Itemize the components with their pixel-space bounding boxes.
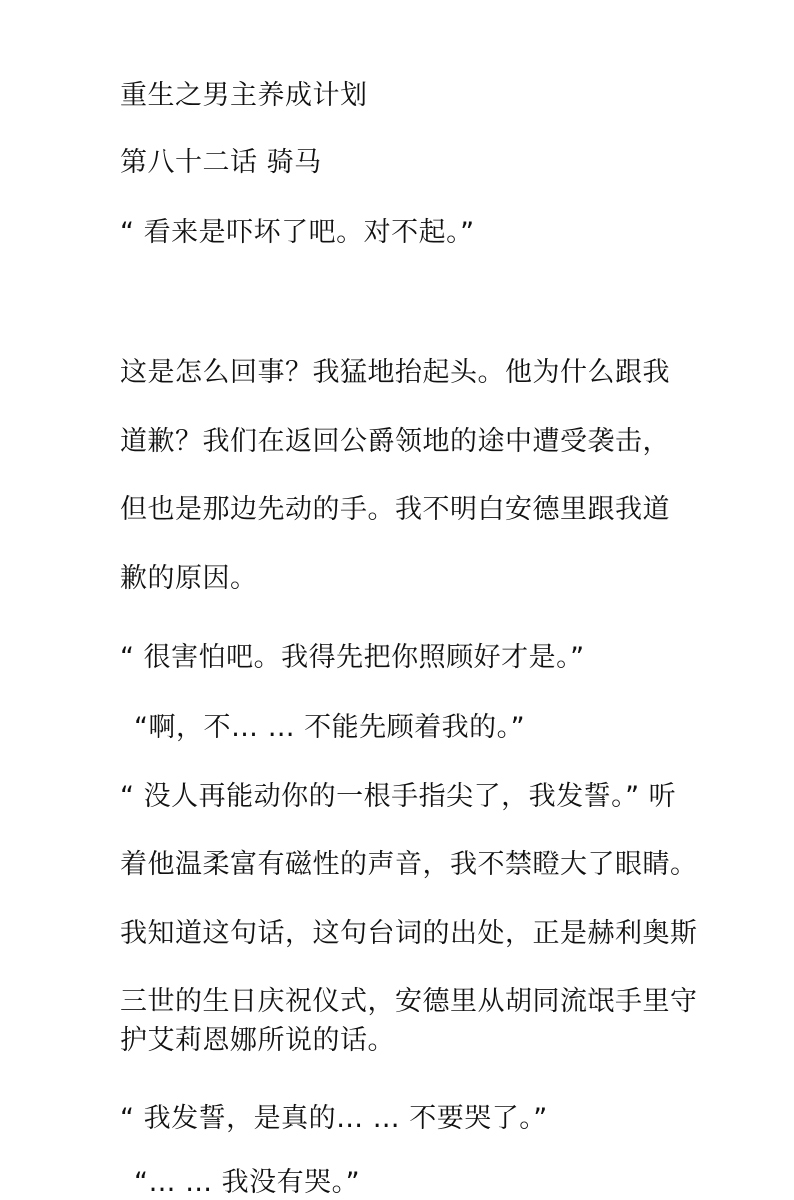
text-line: “ 没人再能动你的一根手指尖了，我发誓。” 听 — [120, 781, 677, 812]
text-line: 这是怎么回事？我猛地抬起头。他为什么跟我 — [120, 357, 670, 388]
chapter-title: 第八十二话 骑马 — [120, 147, 322, 178]
text-line: 护艾莉恩娜所说的话。 — [120, 1025, 395, 1056]
text-line: “ 看来是吓坏了吧。对不起。” — [120, 217, 475, 248]
text-line: “ 我发誓，是真的… … 不要哭了。” — [120, 1103, 548, 1134]
text-line: “啊，不… … 不能先顾着我的。” — [134, 712, 526, 743]
text-line: 着他温柔富有磁性的声音，我不禁瞪大了眼睛。 — [120, 849, 698, 880]
book-title: 重生之男主养成计划 — [120, 80, 368, 111]
text-line: 我知道这句话，这句台词的出处，正是赫利奥斯 — [120, 918, 698, 949]
text-line: “… … 我没有哭。” — [134, 1167, 361, 1198]
text-line: 三世的生日庆祝仪式，安德里从胡同流氓手里守 — [120, 986, 698, 1017]
text-line: 但也是那边先动的手。我不明白安德里跟我道 — [120, 494, 670, 525]
text-line: 歉的原因。 — [120, 563, 258, 594]
text-line: 道歉？我们在返回公爵领地的途中遭受袭击， — [120, 426, 670, 457]
text-line: “ 很害怕吧。我得先把你照顾好才是。” — [120, 642, 585, 673]
